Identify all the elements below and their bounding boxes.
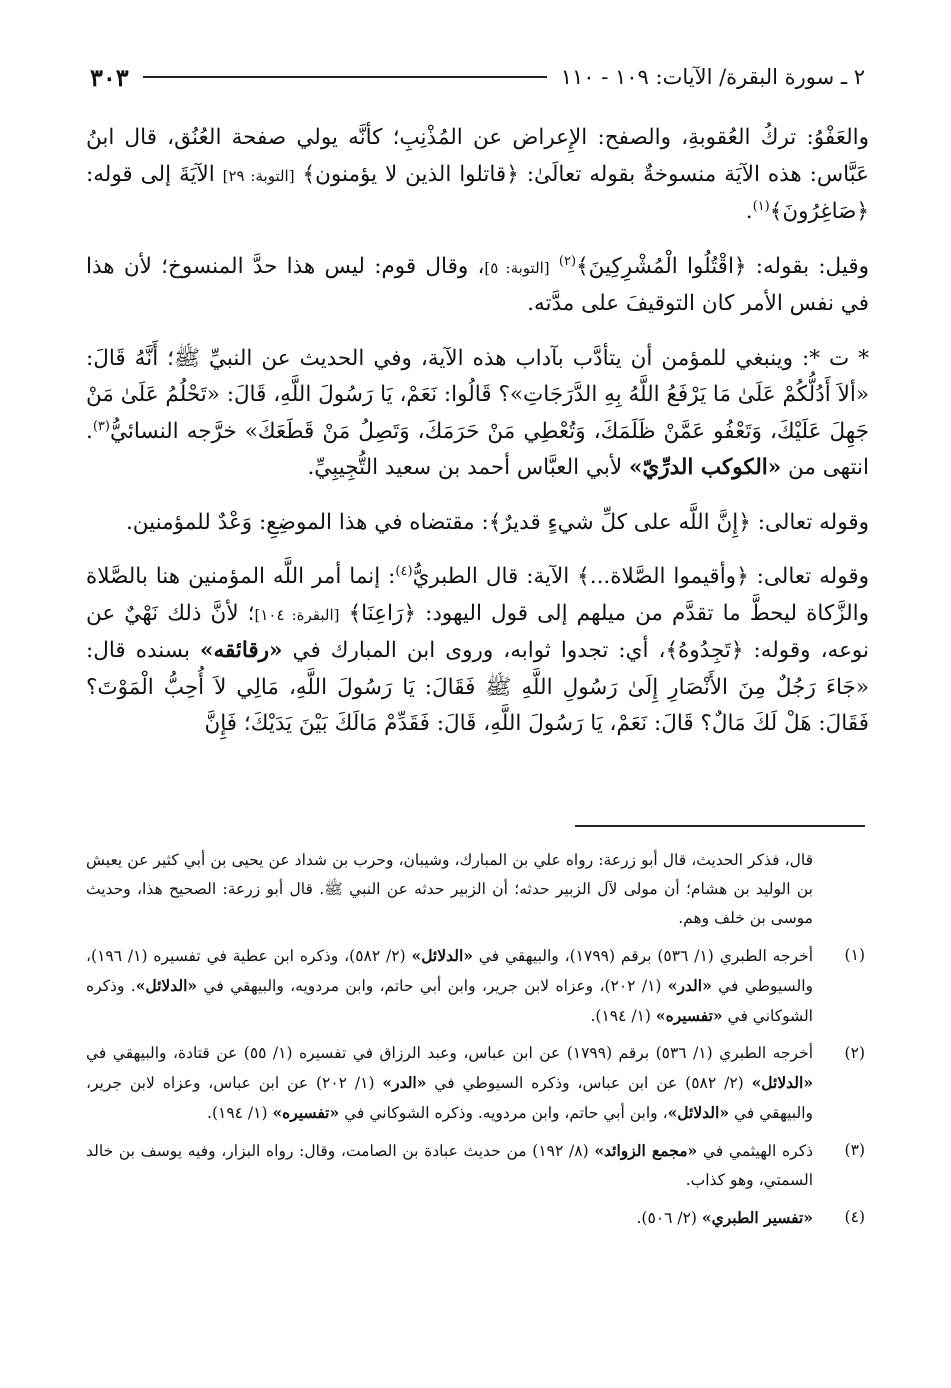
footnote-number: (٣) (844, 1141, 865, 1159)
verse-reference: [التوبة: ٥] (484, 258, 550, 277)
source-title: «الدر» (667, 976, 712, 995)
text-run: ، وقال قوم: ليس هذا حدَّ المنسوخ؛ لأن هذا في نفس الأمر كان التوقيفَ على مدَّته. (86, 253, 869, 316)
main-text (86, 120, 869, 761)
text-run: . انتهى من (86, 418, 869, 480)
footnote-marker: (٢) (558, 253, 577, 269)
text-run: (٢/ ٥٨٢) عن ابن عباس، وذكره السيوطي في (426, 1074, 752, 1092)
paragraph-abrogation (86, 249, 869, 323)
text-run: وقيل: بقوله: ﴿اقْتُلُوا الْمُشْرِكِينَ﴾ (576, 253, 869, 279)
footnote-text (86, 1039, 813, 1128)
text-run: وقوله تعالى: ﴿وأقيموا الصَّلاة...﴾ الآية: قال الطبريُّ (412, 564, 869, 589)
running-title: ٢ ـ سورة البقرة/ الآيات: ١٠٩ - ١١٠ (560, 65, 865, 89)
footnote-marker: (٤) (395, 563, 413, 579)
source-title: «تفسيره» (272, 1103, 340, 1122)
text-run: ذكره الهيثمي في (697, 1142, 813, 1160)
paragraph-omnipotence: وقوله تعالى: ﴿إِنَّ اللَّه على كلِّ شيءٍ قديرٌ﴾: مقتضاه في هذا الموضِعِ: وَعْدٌ للمؤمنين. (125, 509, 869, 535)
source-title: «تفسيره» (655, 1006, 723, 1025)
footnotes (86, 846, 865, 1241)
text-run: الآيَةَ إلى قوله: ﴿صَاغِرُونَ﴾ (86, 161, 869, 224)
footnote-marker: (٣) (92, 418, 110, 434)
text-run: (٢/ ٥٨٢)، وذكره ابن عطية في تفسيره (١/ ١٩٦)، والسيوطي في (86, 947, 814, 995)
text-run: (١/ ٢٠٢)، وعزاه لابن جرير، وابن أبي حاتم، وابن مردويه، والبيهقي في (197, 977, 668, 995)
text-run: ، وابن أبي حاتم، وابن مردويه. وذكره الشوكاني في (339, 1104, 668, 1122)
paragraph-hadith (86, 341, 869, 487)
source-title: «تفسير الطبري» (701, 1208, 813, 1227)
verse-reference: [البقرة: ١٠٤] (254, 605, 340, 624)
page-number: ٣٠٣ (90, 62, 129, 92)
text-run: أخرجه الطبري (١/ ٥٣٦) برقم (١٧٩٩)، والبيهقي في (472, 947, 813, 965)
text-run: (٨/ ١٩٢) من حديث عبادة بن الصامت، وقال: رواه البزار، وفيه يوسف بن خالد السمتي، وهو كذاب. (86, 1142, 813, 1189)
footnote-text (86, 1136, 813, 1195)
text-run: (١/ ١٩٤). (590, 1007, 656, 1025)
source-title: «الكوكب الدرِّيّ» (628, 455, 782, 480)
source-title: «الدلائل» (411, 946, 473, 965)
text-run: ؛ لأنَّ ذلك نَهْيٌ عن نوعه، وقوله: ﴿تَجِدُوهُ﴾، أي: تجدوا ثوابه، وروى ابن المبارك في (86, 600, 869, 663)
verse-reference: [التوبة: ٢٩] (222, 166, 295, 185)
footnote-1 (86, 941, 865, 1031)
footnote-3 (86, 1136, 865, 1195)
footnote-text (86, 1203, 813, 1233)
footnote-marker: (١) (752, 198, 770, 214)
text-run: والعَفْوُ: تركُ العُقوبةِ، والصفح: الإِعراض عن المُذْنِبِ؛ كأنَّه يولي صفحة العُنُق، قال ابنُ عَبَّاس: هذه الآيَة منسوخةٌ بقوله تعالَىٰ: ﴿قاتلوا الذين لا يؤمنون﴾ (86, 125, 869, 187)
header-rule (143, 76, 547, 78)
text-run: (٢/ ٥٠٦). (636, 1209, 702, 1227)
text-run: بسنده قال: «جَاءَ رَجُلٌ مِنَ الأَنْصَارِ إِلَىٰ رَسُولِ اللَّهِ ﷺ فَقَالَ: يَا رَسُولَ اللَّهِ، مَالِي لاَ أُحِبُّ الْمَوْتَ؟ فَقَالَ: هَلْ لَكَ مَالٌ؟ قَالَ: نَعَمْ، يَا رَسُولَ اللَّهِ، قَالَ: فَقَدِّمْ مَالَكَ بَيْنَ يَدَيْكَ؛ فَإِنَّ (86, 638, 869, 736)
footnote-number: (١) (844, 946, 865, 964)
page-header (90, 60, 865, 94)
footnote-text (86, 941, 813, 1031)
text-run: . (745, 199, 753, 224)
text-run: * ت *: وينبغي للمؤمن أن يتأدَّب بآداب هذه الآية، وفي الحديث عن النبيِّ ﷺ؛ أَنَّهُ قَالَ: «ألاَ أَدُلُّكُمْ عَلَىٰ مَا يَرْفَعُ اللَّهُ بِهِ الدَّرَجَاتِ»؟ قَالُوا: نَعَمْ، يَا رَسُولَ اللَّهِ، قَالَ: «تَحْلُمُ عَلَىٰ مَنْ جَهِلَ عَلَيْكَ، وَتَعْفُو عَمَّنْ ظَلَمَكَ، وَتُعْطِي مَنْ حَرَمَكَ، وَتَصِلُ مَنْ قَطَعَكَ» خرَّجه النسائيُّ (86, 345, 869, 444)
text-run: (١/ ٢٠٢) عن ابن عباس، وعزاه لابن جرير، والبيهقي في (86, 1074, 813, 1122)
text-run: . وذكره الشوكاني في (86, 977, 813, 1025)
text-run: (١/ ١٩٤). (207, 1104, 273, 1122)
footnote-number: (٢) (844, 1044, 865, 1062)
source-title: «الدر» (382, 1073, 427, 1092)
footnote-separator (575, 825, 865, 827)
text-run: أخرجه الطبري (١/ ٥٣٦) برقم (١٧٩٩) عن ابن عباس، وعبد الرزاق في تفسيره (١/ ٥٥) عن قتادة، والبيهقي في (86, 1044, 813, 1062)
footnote-4 (86, 1203, 865, 1233)
text-run: : إنما أمر اللَّه المؤمنين هنا بالصَّلاة والزَّكاة ليحطَّ ما تقدَّم من ميلهم إلى قول اليهود: ﴿رَاعِنَا﴾ (86, 564, 869, 626)
source-title: «الدلائل» (751, 1073, 814, 1092)
text-run: لأبي العبَّاس أحمد بن سعيد التُّجِيبِيِّ. (307, 455, 629, 480)
source-title: «الدلائل» (135, 976, 198, 995)
paragraph-prayer (86, 559, 869, 743)
footnote-2 (86, 1039, 865, 1128)
source-title: «الدلائل» (667, 1103, 730, 1122)
footnote-continuation: قال، فذكر الحديث، قال أبو زرعة: رواه علي بن المبارك، وشيبان، وحرب بن شداد عن يحيى بن أبي كثير عن يعيش بن الوليد بن هشام؛ أن مولى لآل الزبير حدثه؛ أن الزبير حدثه عن النبي ﷺ. قال أبو زرعة: الصحيح هذا، وحديث موسى بن خلف وهم. (86, 851, 813, 927)
footnote-number: (٤) (844, 1208, 865, 1226)
source-title: «مجمع الزوائد» (594, 1141, 698, 1160)
source-title: «رقائقه» (200, 638, 283, 663)
paragraph-forgiveness (86, 120, 869, 231)
